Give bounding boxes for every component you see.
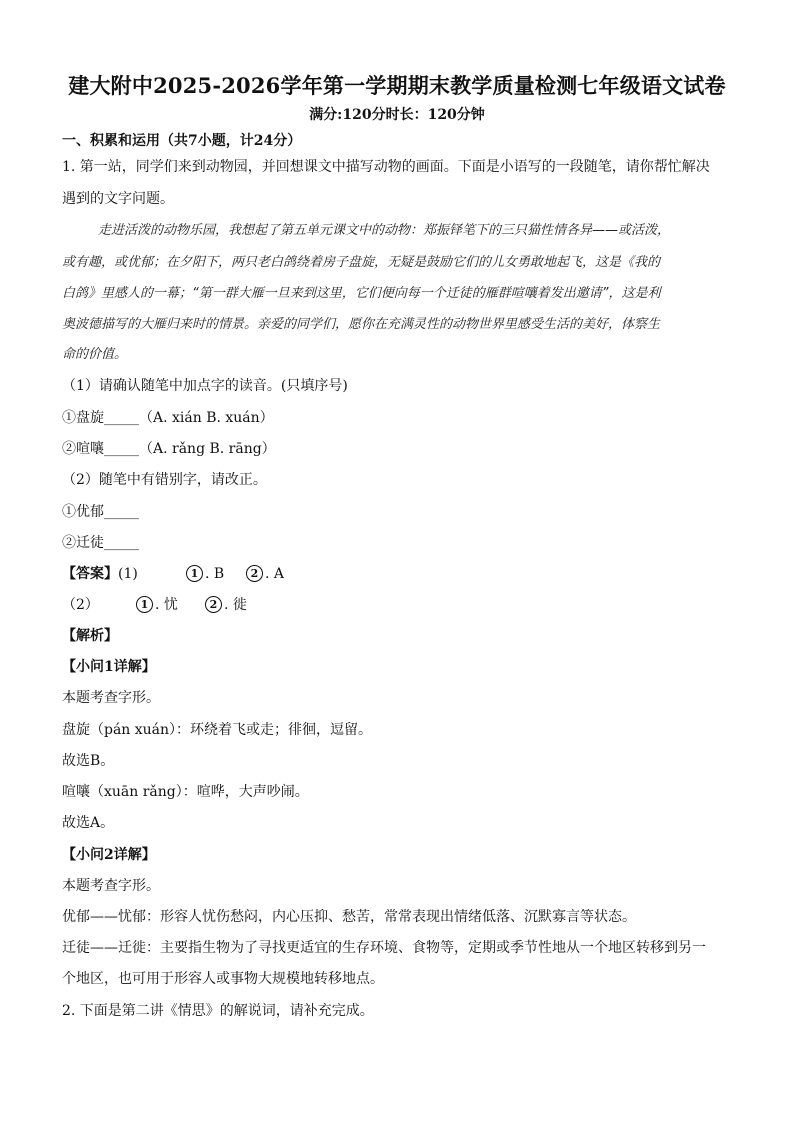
circled-number: 1 <box>136 596 153 613</box>
circled-number: 1 <box>186 565 203 582</box>
essay-line: 奥波德描写的大雁归来时的情景。亲爱的同学们，愿你在充满灵性的动物世界里感受生活的美好，体察生 <box>62 317 661 332</box>
section-heading: 一、积累和运用（共7小题，计24分） <box>62 133 302 149</box>
answer-row-1 <box>62 564 138 584</box>
analysis-line: 故选A。 <box>62 815 115 831</box>
question-1-stem-line: 遇到的文字问题。 <box>62 191 174 207</box>
answer-option: 2 . A <box>246 564 284 584</box>
analysis-line: 喧嚷（xuān rǎng）：喧哗，大声吵闹。 <box>62 784 309 800</box>
analysis-sub2-title: 【小问2详解】 <box>62 847 156 863</box>
essay-line: 或有趣，或优郁；在夕阳下，两只老白鸽绕着房子盘旋，无疑是鼓励它们的儿女勇敢地起飞，这是《我的 <box>62 255 661 270</box>
essay-line: 命的价值。 <box>62 347 128 362</box>
analysis-sub1-title: 【小问1详解】 <box>62 659 156 675</box>
analysis-line: 盘旋（pán xuán）：环绕着飞或走；徘徊，逗留。 <box>62 722 373 738</box>
subquestion-2-item: ②迁徒_____ <box>62 535 139 551</box>
analysis-line: 个地区，也可用于形容人或事物大规模地转移地点。 <box>62 971 384 987</box>
essay-line: 走进活泼的动物乐园，我想起了第五单元课文中的动物：郑振铎笔下的三只猫性情各异——或活泼， <box>98 223 671 238</box>
analysis-line: 迁徒——迁徙：主要指生物为了寻找更适宜的生存环境、食物等，定期或季节性地从一个地区转移到另一 <box>62 940 706 956</box>
circled-number: 2 <box>205 596 222 613</box>
answer-label: 【答案】 <box>62 566 118 582</box>
answer-row-2 <box>62 595 99 615</box>
subquestion-1-item: ①盘旋_____（A. xián B. xuán） <box>62 410 274 426</box>
exam-subtitle: 满分:120分时长：120分钟 <box>309 107 485 123</box>
answer-option: 1 . 忧 <box>136 595 178 615</box>
exam-title: 建大附中2025-2026学年第一学期期末教学质量检测七年级语文试卷 <box>68 73 726 98</box>
analysis-line: 故选B。 <box>62 753 115 769</box>
answer-subnum: (1) <box>118 566 138 582</box>
essay-line: 白鸽》里感人的一幕；“第一群大雁一旦来到这里，它们便向每一个迁徒的雁群喧嚷着发出邀请”，这是利 <box>62 286 661 301</box>
analysis-line: 优郁——忧郁：形容人忧伤愁闷，内心压抑、愁苦，常常表现出情绪低落、沉默寡言等状态。 <box>62 909 636 925</box>
subquestion-2-prompt: （2）随笔中有错别字，请改正。 <box>62 472 267 488</box>
question-1-stem-line: 1. 第一站，同学们来到动物园，并回想课文中描写动物的画面。下面是小语写的一段随笔，请你帮忙解决 <box>62 159 710 175</box>
analysis-line: 本题考查字形。 <box>62 878 160 894</box>
subquestion-2-item: ①优郁_____ <box>62 504 139 520</box>
answer-option: 2 . 徙 <box>205 595 247 615</box>
circled-number: 2 <box>246 565 263 582</box>
question-2-stem: 2. 下面是第二讲《情思》的解说词，请补充完成。 <box>62 1003 374 1019</box>
answer-subnum: （2） <box>62 597 99 613</box>
subquestion-1-item: ②喧嚷_____（A. rǎng B. rāng） <box>62 441 276 457</box>
answer-option: 1 . B <box>186 564 224 584</box>
subquestion-1-prompt: （1）请确认随笔中加点字的读音。(只填序号) <box>62 378 348 394</box>
analysis-label: 【解析】 <box>62 628 118 644</box>
analysis-line: 本题考查字形。 <box>62 690 160 706</box>
